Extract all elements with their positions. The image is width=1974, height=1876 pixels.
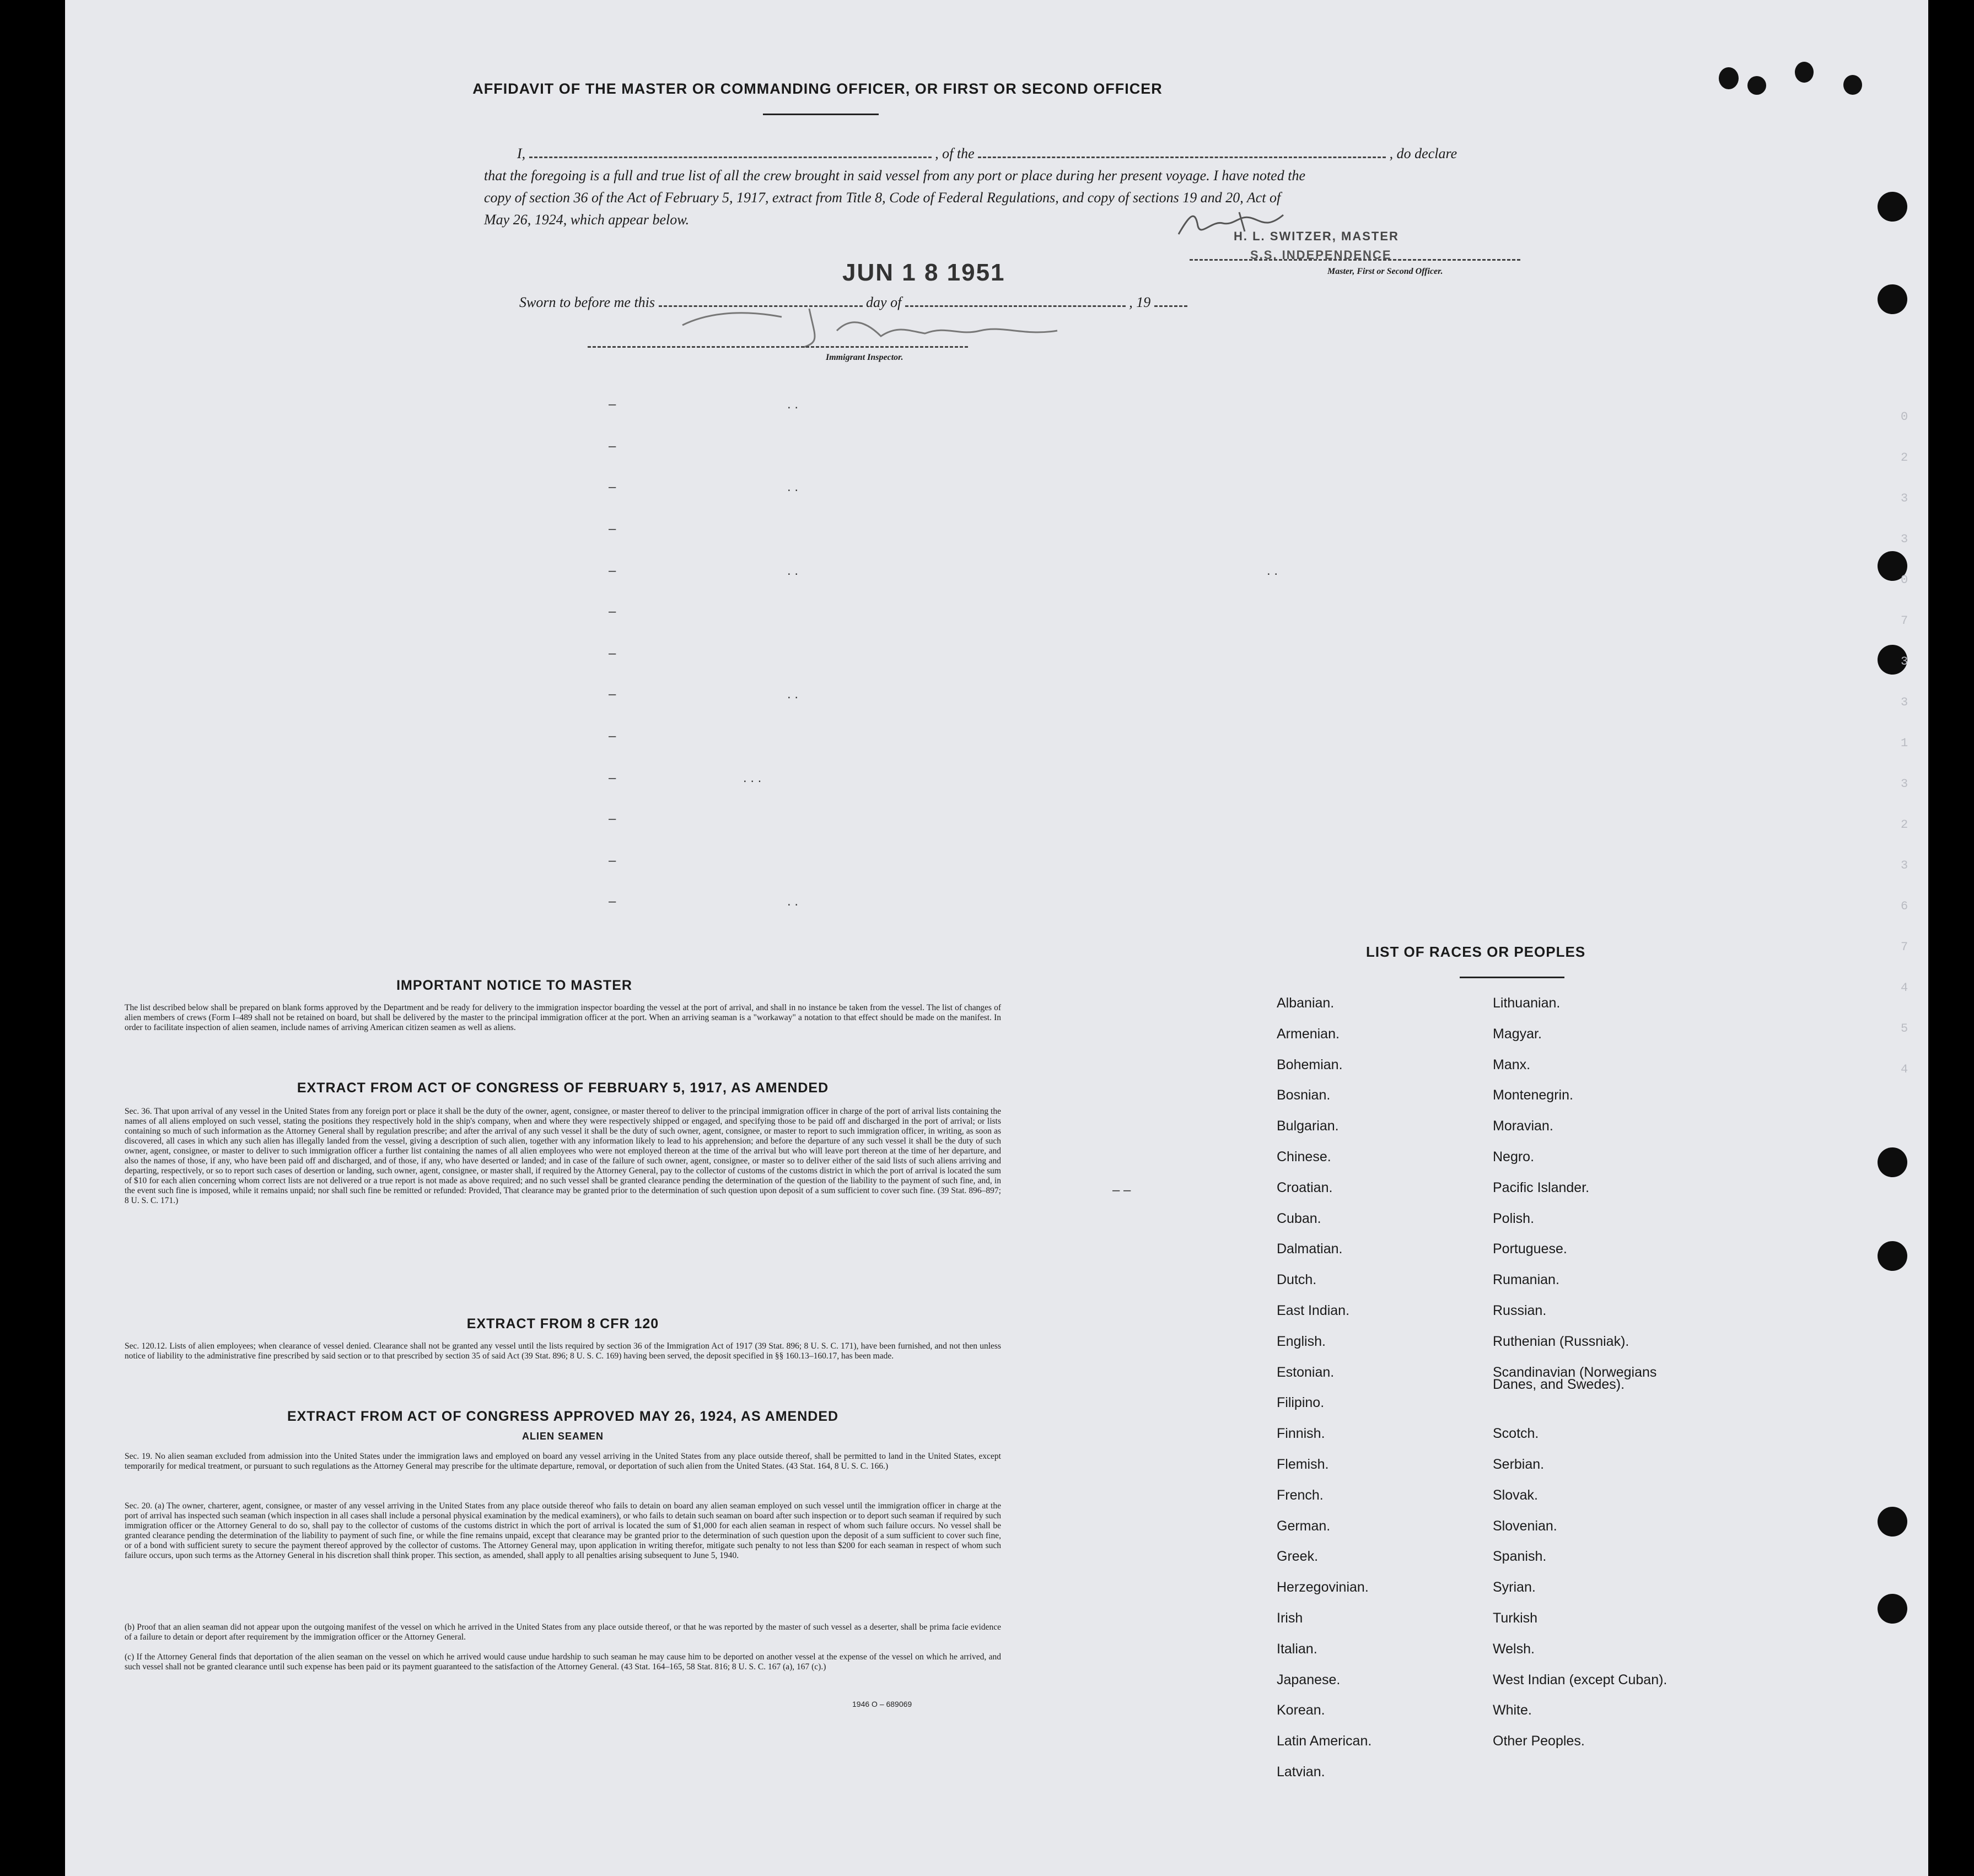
race-item: Dutch. [1277, 1272, 1317, 1288]
form-mark: . . [787, 894, 799, 909]
inspector-caption: Immigrant Inspector. [826, 353, 903, 362]
bleed-through: 0 2 3 3 0 7 3 3 1 3 2 3 6 7 4 5 4 [1901, 410, 1908, 1076]
form-mark: – [609, 604, 616, 619]
race-item: Turkish [1493, 1610, 1538, 1626]
race-item: Korean. [1277, 1702, 1325, 1718]
alien-seamen-subtitle: ALIEN SEAMEN [521, 1431, 604, 1442]
form-mark: – [609, 729, 616, 743]
race-item: West Indian (except Cuban). [1493, 1672, 1668, 1688]
race-item: Armenian. [1277, 1026, 1340, 1042]
important-notice-title: IMPORTANT NOTICE TO MASTER [396, 978, 632, 993]
race-item: Bohemian. [1277, 1056, 1343, 1072]
form-mark: – [609, 439, 616, 454]
race-item: Croatian. [1277, 1179, 1333, 1195]
scan-blot [1747, 76, 1766, 95]
sworn-label: Sworn to before me this [519, 294, 655, 310]
master-signature-line [1190, 259, 1520, 261]
date-stamp: JUN 1 8 1951 [842, 259, 1005, 286]
day-of-label: day of [866, 294, 902, 310]
extract-1924-sec20a: Sec. 20. (a) The owner, charterer, agent, consignee, or master of any vessel arriving in the United States from any place outside thereof who fails to detain on board any alien seaman employed on such vessel until the immigration officer in charge at the port of arrival has inspected such seaman (which inspection in all cases shall include a personal physical examination by the medical examiners), or who fails to detain such seaman on board after such inspection or to deport such seaman if required by such immigration officer or the Attorney General to do so, shall pay to the collector of customs of the customs district in which the port of arrival is located the sum of $1,000 for each alien seaman in respect of whom such failure occurs. No vessel shall be granted clearance pending the determination of the liability to payment of such fine, or while the fine remains unpaid, except that clearance may be granted prior to the determination of such question upon the deposit of a sum sufficient to cover such fine, or of a bond with sufficient surety to secure the payment thereof approved by the collector of customs. The Attorney General may, upon application in writing therefor, mitigate such penalty to not less than $200 for each seaman in respect of whom such failure occurs, upon such terms as the Attorney General in his discretion shall think proper. This section, as amended, shall apply to all penalties arising subsequent to June 5, 1940. [125, 1501, 1001, 1560]
form-mark: – [609, 646, 616, 661]
extract-1917-body: Sec. 36. That upon arrival of any vessel in the United States from any foreign port or place it shall be the duty of the owner, agent, consignee, or master thereof to deliver to the principal immigration officer in charge of the port of arrival lists containing the names of all aliens employed on such vessel, stating the positions they respectively hold in the ship's company, when and where they were respectively shipped or engaged, and specifying those to be paid off and discharged in the port of arrival; or lists containing so much of such information as the Attorney General shall by regulation prescribe; and after the arrival of any such vessel it shall be the duty of such owner, agent, consignee, or master to report to such immigration officer, in writing, as soon as discovered, all cases in which any such alien has illegally landed from the vessel, giving a description of such alien, together with any information likely to lead to his apprehension; and before the departure of any such vessel it shall be the duty of such owner, agent, consignee, or master to deliver to such immigration officer a further list containing the names of all alien employees who were not employed thereon at the time of the arrival but who will leave port thereon at the time of her departure, and also the names of those, if any, who have been paid off and discharged, and of those, if any, who have deserted or landed; and in case of the failure of such owner, agent, consignee, or master so to deliver either of the said lists of such aliens arriving and departing, respectively, or so to report such cases of desertion or landing, such owner, agent, consignee, or master shall, if required by the Attorney General, pay to the collector of customs of the customs district in which the port of arrival is located the sum of $10 for each alien concerning whom correct lists are not delivered or a true report is not made as above required; and no such vessel shall be granted clearance pending the determination of the question of the liability to the payment of such fine, and, in the event such fine is imposed, while it remains unpaid; nor shall such fine be remitted or refunded: Provided, That clearance may be granted prior to the determination of such question upon deposit of a sum sufficient to cover such fine. (39 Stat. 896–897; 8 U. S. C. 171.) [125, 1107, 1001, 1205]
race-item: Latin American. [1277, 1733, 1372, 1749]
race-item: Montenegrin. [1493, 1087, 1573, 1103]
race-item: Greek. [1277, 1549, 1319, 1565]
race-item: East Indian. [1277, 1303, 1350, 1318]
sworn-year-field[interactable] [1154, 305, 1187, 307]
master-caption: Master, First or Second Officer. [1327, 267, 1443, 276]
race-item: Slovak. [1493, 1487, 1538, 1503]
form-mark: – [609, 853, 616, 868]
race-item: Herzegovinian. [1277, 1579, 1369, 1595]
race-item: Scandinavian (Norwegians [1493, 1364, 1657, 1380]
i-label: I, [517, 145, 526, 161]
extract-cfr-body: Sec. 120.12. Lists of alien employees; when clearance of vessel denied. Clearance shall not be granted any vessel until the lists required by section 36 of the Immigration Act of 1917 (39 Stat. 896; 8 U. S. C. 171), have been furnished, and not then unless notice of liability to the administrative fine prescribed by said section or to that prescribed by section 35 of said Act (39 Stat. 896; 8 U. S. C. 169) having been served, the deposit specified in §§ 160.13–160.17, has been made. [125, 1341, 1001, 1361]
race-item: Finnish. [1277, 1426, 1325, 1442]
affidavit-line2: that the foregoing is a full and true list of all the crew brought in said vessel from any port or place during her present voyage. I have noted the [484, 168, 1305, 184]
vessel-name-stamp: S.S. INDEPENDENCE [1250, 248, 1392, 262]
race-item: Magyar. [1493, 1026, 1542, 1042]
race-item: White. [1493, 1702, 1532, 1718]
name-field[interactable] [529, 157, 932, 158]
race-item: Pacific Islander. [1493, 1179, 1590, 1195]
extract-cfr-title: EXTRACT FROM 8 CFR 120 [466, 1316, 659, 1331]
affidavit-line3: copy of section 36 of the Act of February 5, 1917, extract from Title 8, Code of Federal Regulations, and copy of sections 19 and 20, Act of [484, 190, 1281, 206]
form-mark: – [609, 894, 616, 909]
race-item: Lithuanian. [1493, 995, 1561, 1011]
race-item: Polish. [1493, 1210, 1535, 1226]
form-mark: – [609, 397, 616, 412]
race-item: Spanish. [1493, 1549, 1547, 1565]
form-mark: – – [1112, 1183, 1131, 1198]
race-item: Syrian. [1493, 1579, 1536, 1595]
race-item: Japanese. [1277, 1672, 1341, 1688]
extract-1924-sec19: Sec. 19. No alien seaman excluded from admission into the United States under the immigration laws and employed on board any vessel arriving in the United States from any place outside thereof, shall be permitted to land in the United States, except temporarily for medical treatment, or pursuant to such regulations as the Attorney General may prescribe for the ultimate departure, removal, or deportation of such alien from the United States. (43 Stat. 164, 8 U. S. C. 166.) [125, 1452, 1001, 1471]
race-item-continuation: Danes, and Swedes). [1493, 1377, 1625, 1392]
race-item: Irish [1277, 1610, 1303, 1626]
race-item: Slovenian. [1493, 1518, 1557, 1534]
race-item: Negro. [1493, 1149, 1535, 1165]
extract-1917-title: EXTRACT FROM ACT OF CONGRESS OF FEBRUARY 5, 1917, AS AMENDED [297, 1080, 829, 1096]
punch-hole [1878, 1241, 1907, 1271]
punch-hole [1878, 284, 1907, 314]
race-item: Serbian. [1493, 1457, 1545, 1472]
affidavit-line1 [517, 145, 1592, 162]
form-mark: . . [787, 563, 799, 578]
form-mark: . . [1267, 563, 1278, 578]
of-the-label: , of the [935, 145, 975, 161]
race-item: Scotch. [1493, 1426, 1539, 1442]
affidavit-line4: May 26, 1924, which appear below. [484, 212, 690, 228]
race-item: Bosnian. [1277, 1087, 1331, 1103]
race-item: Albanian. [1277, 995, 1335, 1011]
race-item: Ruthenian (Russniak). [1493, 1333, 1629, 1349]
race-item: Moravian. [1493, 1118, 1553, 1134]
extract-1924-sec20c: (c) If the Attorney General finds that deportation of the alien seaman on the vessel on which he arrived would cause undue hardship to such seaman he may cause him to be deported on another vessel at the expense of the vessel on which he arrived, and such vessel shall not be granted clearance until such expense has been paid or its payment guaranteed to the satisfaction of the Attorney General. (43 Stat. 164–165, 58 Stat. 816; 8 U. S. C. 167 (a), 167 (c).) [125, 1652, 1001, 1672]
extract-1924-title: EXTRACT FROM ACT OF CONGRESS APPROVED MAY 26, 1924, AS AMENDED [287, 1409, 839, 1424]
race-item: English. [1277, 1333, 1326, 1349]
race-item: Cuban. [1277, 1210, 1321, 1226]
master-name-stamp: H. L. SWITZER, MASTER [1234, 229, 1399, 243]
race-item: Latvian. [1277, 1764, 1325, 1780]
important-notice-body: The list described below shall be prepared on blank forms approved by the Department and be ready for delivery to the immigration inspector boarding the vessel at the port of arrival, and shall in no instance be taken from the vessel. The list of changes of alien members of crews (Form I–489 shall not be retained on board, but shall be delivered by the master to the principal immigration officer at the port. When an arriving seaman is a "workaway" a notation to that effect should be made on the manifest. In order to facilitate inspection of alien seamen, include names of arriving American citizen seamen as well as aliens. [125, 1003, 1001, 1032]
race-item: Dalmatian. [1277, 1241, 1343, 1257]
race-item: Estonian. [1277, 1364, 1335, 1380]
inspector-signature-line [588, 346, 968, 348]
print-code: 1946 O – 689069 [852, 1700, 912, 1708]
race-item: Portuguese. [1493, 1241, 1567, 1257]
form-mark: . . [787, 687, 799, 702]
race-item: Italian. [1277, 1641, 1317, 1657]
race-item: Chinese. [1277, 1149, 1331, 1165]
document-page [65, 0, 1928, 1876]
form-mark: – [609, 563, 616, 578]
form-mark: . . . [743, 770, 762, 785]
inspector-signature [671, 292, 1068, 358]
scan-blot [1795, 62, 1814, 83]
race-item: French. [1277, 1487, 1324, 1503]
form-mark: – [609, 687, 616, 702]
title-rule [763, 114, 879, 115]
form-mark: . . [787, 397, 799, 412]
punch-hole [1878, 192, 1907, 222]
race-item: Russian. [1493, 1303, 1547, 1318]
form-mark: – [609, 770, 616, 785]
form-mark: – [609, 479, 616, 494]
race-item: Flemish. [1277, 1457, 1329, 1472]
punch-hole [1878, 1147, 1907, 1177]
race-item: Manx. [1493, 1056, 1531, 1072]
races-title: LIST OF RACES OR PEOPLES [1366, 944, 1586, 960]
scan-blot [1843, 75, 1862, 95]
punch-hole [1878, 1594, 1907, 1624]
extract-1924-sec20b: (b) Proof that an alien seaman did not appear upon the outgoing manifest of the vessel on which he arrived in the United States from any place outside thereof, or that he was reported by the master of such vessel as a deserter, shall be prima facie evidence of a failure to detain or deport after requirement by the immigration officer or the Attorney General. [125, 1622, 1001, 1642]
race-item: Filipino. [1277, 1395, 1325, 1411]
do-declare-label: , do declare [1389, 145, 1457, 161]
form-mark: – [609, 811, 616, 826]
race-item: German. [1277, 1518, 1331, 1534]
race-item: Bulgarian. [1277, 1118, 1339, 1134]
vessel-field[interactable] [978, 157, 1386, 158]
form-mark: – [609, 521, 616, 536]
race-item: Other Peoples. [1493, 1733, 1585, 1749]
races-title-rule [1460, 977, 1564, 978]
race-item: Welsh. [1493, 1641, 1535, 1657]
form-mark: . . [787, 479, 799, 494]
punch-hole [1878, 1507, 1907, 1537]
affidavit-title: AFFIDAVIT OF THE MASTER OR COMMANDING OFFICER, OR FIRST OR SECOND OFFICER [472, 80, 1163, 97]
race-item: Rumanian. [1493, 1272, 1559, 1288]
year-label: , 19 [1129, 294, 1151, 310]
scan-blot [1719, 67, 1739, 89]
